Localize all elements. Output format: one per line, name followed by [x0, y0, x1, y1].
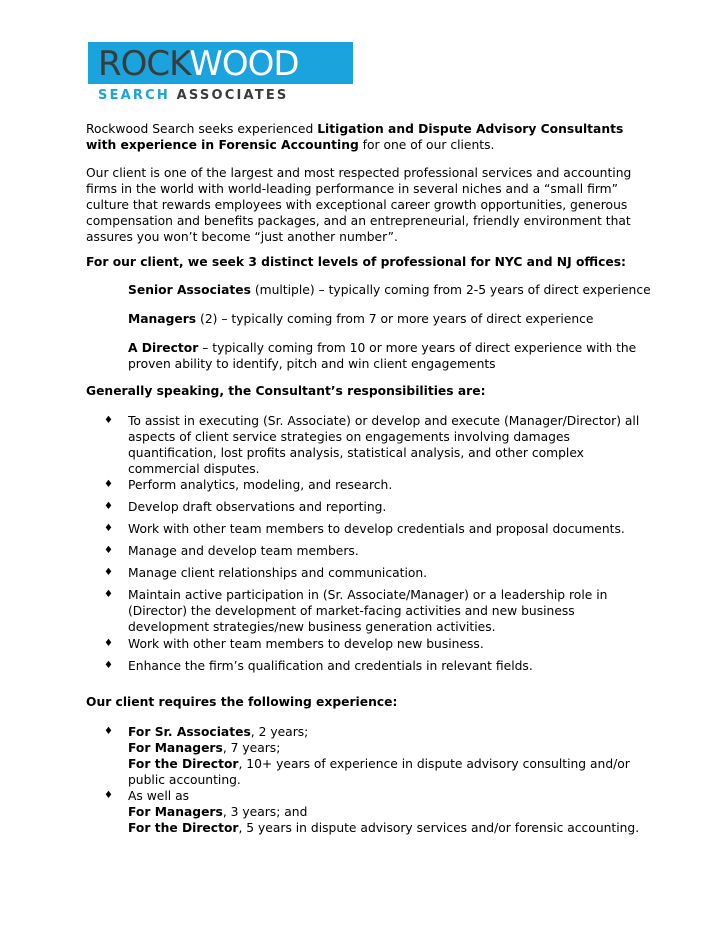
logo-wordmark: [98, 44, 299, 84]
level-managers: [128, 311, 658, 327]
levels-heading-text: For our client, we seek 3 distinct levels of professional for NYC and NJ offices:: [86, 255, 626, 269]
exp-level: For the Director: [128, 821, 239, 835]
experience-heading: [86, 694, 646, 710]
logo-search: SEARCH: [98, 88, 170, 103]
logo-wood: WOOD: [189, 44, 299, 84]
level-title: Managers: [128, 312, 197, 326]
experience-item-2: [128, 788, 658, 836]
intro-post: for one of our clients.: [358, 138, 495, 152]
level-desc: – typically coming from 10 or more years of direct experience with the proven ability to identify, pitch and win client engagements: [128, 341, 637, 371]
experience-item-1: [128, 724, 658, 788]
levels-heading: [86, 254, 646, 270]
responsibility-item: Maintain active participation in (Sr. Associate/Manager) or a leadership role in (Director) the development of market-facing activities and new business development strategies/new business generation activities.: [128, 588, 608, 634]
level-title: Senior Associates: [128, 283, 251, 297]
logo-subline: [88, 84, 353, 106]
intro-paragraph: [86, 121, 646, 153]
exp-years: , 10+ years of experience in dispute advisory consulting and/or public accounting.: [128, 757, 630, 787]
exp-level: For Managers: [128, 741, 223, 755]
level-desc: (2) – typically coming from 7 or more years of direct experience: [196, 312, 594, 326]
diamond-bullet-icon: ♦: [104, 589, 113, 600]
exp-line: [128, 804, 658, 820]
exp-line: [128, 756, 658, 788]
diamond-bullet-icon: ♦: [104, 660, 113, 671]
responsibility-item: Work with other team members to develop new business.: [128, 637, 484, 651]
responsibility-item: To assist in executing (Sr. Associate) or develop and execute (Manager/Director) all aspects of client service strategies on engagements involving damages quantification, lost profits analysis, statistical analysis, and other complex commercial disputes.: [128, 414, 640, 476]
exp-level: For Sr. Associates: [128, 725, 251, 739]
exp-years: , 2 years;: [250, 725, 309, 739]
diamond-bullet-icon: ♦: [104, 545, 113, 556]
rockwood-logo: [88, 42, 353, 106]
diamond-bullet-icon: ♦: [104, 790, 113, 801]
responsibilities-heading: [86, 383, 646, 399]
logo-subtitle: [98, 88, 288, 104]
diamond-bullet-icon: ♦: [104, 415, 113, 426]
diamond-bullet-icon: ♦: [104, 638, 113, 649]
responsibility-item: Manage client relationships and communication.: [128, 566, 428, 580]
level-title: A Director: [128, 341, 199, 355]
logo-associates: ASSOCIATES: [176, 88, 289, 103]
responsibility-item: Manage and develop team members.: [128, 544, 359, 558]
exp-years: , 3 years; and: [222, 805, 308, 819]
exp-line: As well as: [128, 789, 190, 803]
level-director: [128, 340, 658, 372]
intro-pre: Rockwood Search seeks experienced: [86, 122, 318, 136]
responsibility-item: Develop draft observations and reporting.: [128, 500, 387, 514]
diamond-bullet-icon: ♦: [104, 479, 113, 490]
diamond-bullet-icon: ♦: [104, 501, 113, 512]
diamond-bullet-icon: ♦: [104, 567, 113, 578]
responsibility-item: Perform analytics, modeling, and research.: [128, 478, 393, 492]
exp-line: [128, 820, 658, 836]
level-desc: (multiple) – typically coming from 2-5 years of direct experience: [250, 283, 651, 297]
level-senior-associates: [128, 282, 658, 298]
diamond-bullet-icon: ♦: [104, 523, 113, 534]
responsibility-item: Work with other team members to develop credentials and proposal documents.: [128, 522, 625, 536]
exp-level: For the Director: [128, 757, 239, 771]
exp-years: , 5 years in dispute advisory services and/or forensic accounting.: [238, 821, 640, 835]
exp-line: [128, 724, 658, 740]
logo-banner: [88, 42, 353, 84]
exp-level: For Managers: [128, 805, 223, 819]
responsibility-item: Enhance the firm’s qualification and credentials in relevant fields.: [128, 659, 533, 673]
responsibilities-heading-text: Generally speaking, the Consultant’s responsibilities are:: [86, 384, 486, 398]
client-paragraph: Our client is one of the largest and most respected professional services and accounting firms in the world with world-leading performance in several niches and a “small firm” culture that rewards employees with exceptional career growth opportunities, generous compensation and benefits packages, and an entrepreneurial, friendly environment that assures you won’t become “just another number”.: [86, 166, 632, 244]
exp-line: [128, 740, 658, 756]
intro-job-title: Litigation and Dispute Advisory Consultants with experience in Forensic Accounting: [86, 122, 624, 152]
logo-rock: ROCK: [98, 44, 190, 84]
experience-heading-text: Our client requires the following experience:: [86, 695, 398, 709]
diamond-bullet-icon: ♦: [104, 726, 113, 737]
exp-years: , 7 years;: [222, 741, 281, 755]
